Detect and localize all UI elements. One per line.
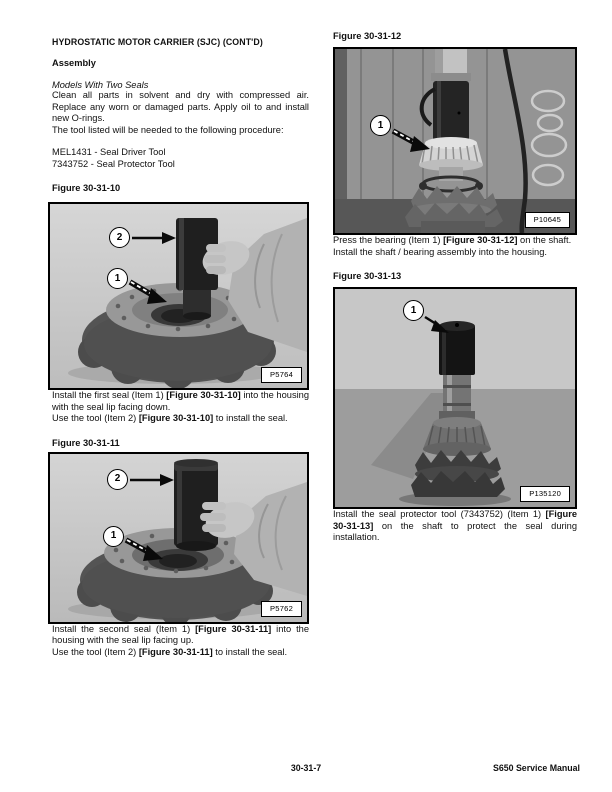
tool-list-item-seal-protector: 7343752 - Seal Protector Tool — [52, 158, 175, 169]
paragraph-clean-parts: Clean all parts in solvent and dry with compressed air. Replace any worn or damaged parts. Apply oil to and install new O-rings. — [52, 90, 309, 123]
footer-manual-name: S650 Service Manual — [492, 763, 580, 773]
photo-id-label: P135120 — [520, 486, 570, 502]
callout-balloon-item1: 1 — [103, 526, 124, 547]
shaft-section — [439, 167, 463, 181]
figure-heading-30-31-13: Figure 30-31-13 — [333, 271, 402, 281]
figure-photo-30-31-12 — [333, 47, 577, 235]
callout-balloon-item1: 1 — [403, 300, 424, 321]
press-ram — [431, 49, 471, 81]
figure-photo-30-31-10 — [48, 202, 309, 390]
seal-driver-photo-illustration — [50, 454, 307, 622]
subsection-title: Assembly — [52, 58, 96, 68]
left-column — [48, 30, 309, 658]
tapered-roller-bearing — [423, 417, 491, 456]
models-note: Models With Two Seals — [52, 80, 149, 90]
photo-id-label: P5764 — [261, 367, 302, 383]
figure-photo-30-31-11 — [48, 452, 309, 624]
callout-balloon-item1: 1 — [370, 115, 391, 136]
press-base-block — [421, 221, 485, 233]
tapered-roller-bearing — [419, 137, 483, 171]
figure-photo-30-31-13 — [333, 287, 577, 509]
paragraph-tool-intro: The tool listed will be needed to the following procedure: — [52, 124, 284, 135]
page-footer — [0, 763, 612, 777]
paragraph-install-shaft: Install the shaft / bearing assembly into the housing. — [333, 246, 547, 257]
figure-heading-30-31-10: Figure 30-31-10 — [52, 183, 121, 193]
callout-balloon-item2: 2 — [109, 227, 130, 248]
tool-list-item-seal-driver: MEL1431 - Seal Driver Tool — [52, 147, 166, 157]
paragraph-install-second-seal: Install the second seal (Item 1) [Figure 30-31-11] into the housing with the seal lip facing up. — [52, 623, 309, 645]
bearing-press-photo-illustration — [335, 49, 575, 233]
figure-heading-30-31-11: Figure 30-31-11 — [52, 437, 120, 448]
footer-page-number: 30-31-7 — [290, 763, 322, 773]
right-column — [333, 30, 577, 544]
figure-heading-30-31-12: Figure 30-31-12 — [333, 31, 402, 41]
section-title: HYDROSTATIC MOTOR CARRIER (SJC) (CONT'D) — [52, 37, 263, 47]
photo-id-label: P5762 — [261, 601, 302, 617]
callout-balloon-item1: 1 — [107, 268, 128, 289]
paragraph-press-bearing: Press the bearing (Item 1) [Figure 30-31-12] on the shaft. — [333, 235, 572, 245]
paragraph-install-first-seal: Install the first seal (Item 1) [Figure 30-31-10] into the housing with the seal lip facing down. — [52, 390, 309, 412]
paragraph-use-tool-11: Use the tool (Item 2) [Figure 30-31-11] to install the seal. — [52, 646, 288, 657]
seal-driver-photo-illustration — [50, 204, 307, 388]
paragraph-seal-protector: Install the seal protector tool (7343752) (Item 1) [Figure 30-31-13] on the shaft to protect the seal during installation. — [333, 509, 577, 542]
photo-id-label: P10645 — [525, 212, 570, 228]
seal-protector-photo-illustration — [335, 289, 575, 507]
callout-balloon-item2: 2 — [107, 469, 128, 490]
paragraph-use-tool-10: Use the tool (Item 2) [Figure 30-31-10] to install the seal. — [52, 413, 288, 423]
tool-list — [48, 147, 309, 170]
